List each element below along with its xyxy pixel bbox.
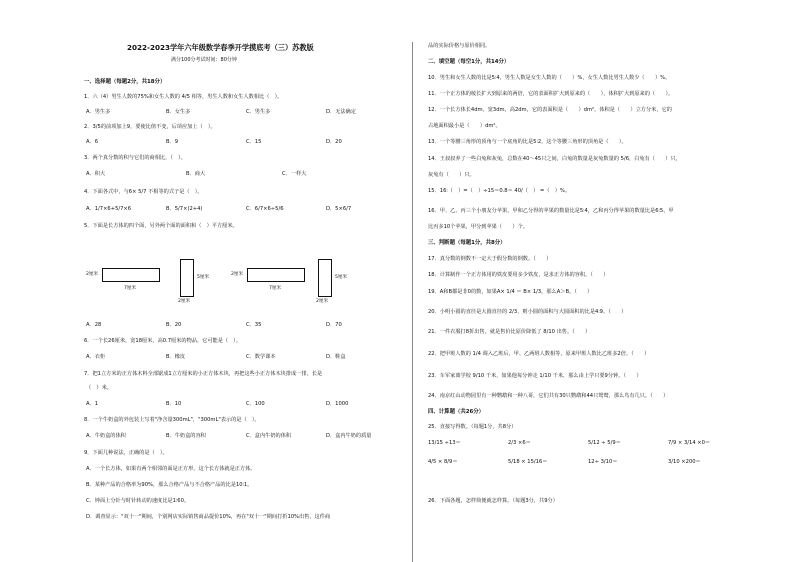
q5-option-d: D．70 bbox=[326, 322, 342, 328]
question-14-line2: 灰兔有（ ）只。 bbox=[428, 172, 475, 178]
q6-option-b: B．橡皮 bbox=[166, 354, 186, 360]
question-1: 1．六（4）男生人数的75%和女生人数的 4/5 相等，男生人数和女生人数相比（ ）。 bbox=[84, 94, 283, 100]
q8-option-a: A．牛奶盒的体积 bbox=[86, 433, 126, 439]
question-17: 17．真分数的倒数不一定大于假分数的倒数。（ ） bbox=[428, 256, 552, 262]
question-14-line1: 14．王叔叔养了一些白兔和灰兔，总数在40～45只之间，白兔的数量是灰兔数量的 5/6，白兔有（ ）只， bbox=[428, 156, 681, 162]
question-4: 4．下面各式中，与6× 5/7 不相等的式子是（ ）。 bbox=[84, 189, 203, 195]
question-13: 13．一个等腰三角形的顶角与一个底角的比是5∶2，这个等腰三角形的顶角是（ ）。 bbox=[428, 139, 627, 145]
question-16-line2: 比丙多10个苹果，甲分到苹果（ ）个。 bbox=[428, 224, 528, 230]
section-fill-title: 二、填空题（每空1分，共14分） bbox=[428, 59, 510, 65]
q2-option-a: A．6 bbox=[86, 139, 99, 145]
fig4-rectangle bbox=[318, 259, 332, 297]
question-12-line2: 占地面积最小是（ ）dm²。 bbox=[428, 123, 501, 129]
calc-item: 4/5 × 8/9＝ bbox=[428, 459, 458, 465]
question-10: 10．男生和女生人数的比是5∶4，男生人数是女生人数的（ ）%，女生人数比男生人数少（ ）%。 bbox=[428, 75, 671, 81]
q7-option-b: B．10 bbox=[166, 401, 182, 407]
q9d-continued: 品的实际价格与原价相同。 bbox=[428, 43, 491, 49]
q9-option-d: D．调查显示："双十一"期间，个别网店实际销售商品提价10%，再在"双十一"期间打折10%出售，这件商 bbox=[86, 514, 331, 520]
fig2-height-label: 5厘米 bbox=[197, 275, 210, 280]
fig4-height-label: 5厘米 bbox=[335, 275, 348, 280]
fig4-width-label: 2厘米 bbox=[316, 299, 329, 304]
q9-option-c: C．钟面上分针与时针转动的速度比是1∶60。 bbox=[86, 498, 190, 504]
calc-item: 12÷ 3/10＝ bbox=[588, 459, 618, 465]
q7-option-c: C．100 bbox=[246, 401, 265, 407]
q5-option-b: B．20 bbox=[166, 322, 182, 328]
q5-option-c: C．35 bbox=[246, 322, 262, 328]
section-choice-title: 一、选择题（每题2分，共18分） bbox=[84, 79, 166, 85]
q2-option-c: C．15 bbox=[246, 139, 262, 145]
question-25: 25．直接写得数。（每题1分，共8分） bbox=[428, 424, 517, 430]
question-5: 5．下面是长方体的四个面，另外两个面的面积和（ ）平方厘米。 bbox=[84, 223, 238, 229]
question-19: 19．A和B都是非0的数，如果A× 1/4 ＝ B× 1/3，那么A＞B。（ ） bbox=[428, 289, 593, 295]
calc-item: 3/10 ×200＝ bbox=[668, 459, 701, 465]
q5-option-a: A．28 bbox=[86, 322, 102, 328]
question-7-line1: 7．把1立方米的正方体木料全部锯成1立方厘米的小正方体木块，再把这些小正方体木块排成一排，长是 bbox=[84, 371, 323, 377]
question-12-line1: 12．一个长方体长4dm，宽3dm，高2dm，它的表面积是（ ）dm²，体积是（ ）立方分米，它的 bbox=[428, 107, 672, 113]
section-calc-title: 四、计算题（共26分） bbox=[428, 409, 485, 415]
question-24: 24．南京红山动物园里有一种鹦鹉和一种八哥，它们共有30只鹦鹉和44只鸳鸯，那么鸟有几只。（ ） bbox=[428, 393, 669, 399]
calc-item: 7/9 × 3/14 ×0＝ bbox=[668, 440, 711, 446]
question-15: 15．16∶（ ）=（ ）÷15＝0.8＝ 40/（ ） =（ ）%。 bbox=[428, 188, 571, 194]
q6-option-c: C．数学课本 bbox=[246, 354, 276, 360]
page-subtitle: 满分100分考试时间：80分钟 bbox=[171, 57, 237, 63]
q7-option-a: A．1 bbox=[86, 401, 99, 407]
q7-option-d: D．1000 bbox=[326, 401, 349, 407]
q3-option-b: B．商大 bbox=[186, 171, 206, 177]
q2-option-d: D．20 bbox=[326, 139, 342, 145]
fig2-rectangle bbox=[180, 259, 194, 297]
q6-option-d: D．鞋盒 bbox=[326, 354, 346, 360]
q8-option-b: B．牛奶盒的容积 bbox=[166, 433, 206, 439]
calc-item: 5/12 ÷ 5/9＝ bbox=[588, 440, 621, 446]
calc-item: 13/15 ÷13＝ bbox=[428, 440, 461, 446]
question-18: 18．计算制作一个正方体用的铁皮要用多少铁皮，是求正方体的容积。（ ） bbox=[428, 272, 609, 278]
fig1-rectangle bbox=[102, 268, 160, 282]
q1-option-b: B．女生多 bbox=[166, 109, 191, 115]
calc-item: 2/3 ×6＝ bbox=[508, 440, 531, 446]
question-23: 23．车军家离学校 9/10 千米，如果他每分钟走 1/10 千米，那么由上学只要9分钟。（ ） bbox=[428, 373, 642, 379]
q1-option-c: C．男生多 bbox=[246, 109, 271, 115]
question-20: 20．小明小圆的直径是大圆直径的 2/3，则小圆的面积与大圆面积的比是4∶9。（ ） bbox=[428, 309, 627, 315]
question-6: 6．一个长26厘米，宽18厘米，高0.7厘米的物品，它可能是（ ）。 bbox=[84, 338, 242, 344]
column-divider bbox=[412, 42, 413, 562]
q4-option-c: C．6/7×6÷5/6 bbox=[246, 206, 284, 212]
question-11: 11．一个正方体的棱长扩大到原来的两倍，它的表面积扩大到原来的（ ），体积扩大到原来的（ ）。 bbox=[428, 91, 674, 97]
question-8: 8．一个牛奶盒的外包装上写着"净含量300mL"，"300mL"表示的是（ ）。 bbox=[84, 417, 260, 423]
q6-option-a: A．衣柜 bbox=[86, 354, 106, 360]
fig1-width-label: 7厘米 bbox=[124, 286, 137, 291]
q9-option-b: B．某种产品的合格率为90%，那么合格产品与不合格产品的比是10∶1。 bbox=[86, 482, 253, 488]
question-3: 3．两个真分数的积与它们的商相比，（ ）。 bbox=[84, 155, 186, 161]
q1-option-a: A．男生多 bbox=[86, 109, 111, 115]
q8-option-d: D．盒内牛奶的质量 bbox=[326, 433, 372, 439]
question-9: 9．下面几种说法，正确的是（ ）。 bbox=[84, 450, 168, 456]
fig2-width-label: 2厘米 bbox=[178, 299, 191, 304]
calc-item: 5/18 × 15/16＝ bbox=[508, 459, 548, 465]
question-22: 22．把甲班人数的 1/4 调入乙班后，甲、乙两班人数相等，原来甲班人数比乙班多2倍。（ ） bbox=[428, 351, 650, 357]
page-title: 2022-2023学年六年级数学春季开学摸底考（三）苏教版 bbox=[127, 43, 314, 52]
question-16-line1: 16．甲、乙、丙三个小朋友分苹果，甲和乙分得的苹果的数量比是5∶4，乙和丙分得苹果的数量比是6∶5，甲 bbox=[428, 208, 674, 214]
q3-option-a: A．积大 bbox=[86, 171, 106, 177]
fig1-height-label: 2厘米 bbox=[86, 272, 99, 277]
q4-option-d: D．5×6/7 bbox=[326, 206, 352, 212]
q9-option-a: A．一个长方体，如果有两个相邻的面是正方形，这个长方体就是正方体。 bbox=[86, 466, 256, 472]
q1-option-d: D．无法确定 bbox=[326, 109, 356, 115]
q3-option-c: C．一样大 bbox=[282, 171, 307, 177]
fig3-rectangle bbox=[247, 268, 305, 282]
question-2: 2．3/5的前项加上9，要使比值不变，后项应加上（ ）。 bbox=[84, 124, 216, 130]
q8-option-c: C．盒内牛奶的体积 bbox=[246, 433, 292, 439]
q4-option-b: B．5/7×(2+4) bbox=[166, 206, 203, 212]
question-7-line2: （ ）米。 bbox=[86, 385, 112, 391]
question-21: 21．一件衣服打8折出售，就是售价比原价降低了 8/10 出售。（ ） bbox=[428, 329, 591, 335]
q2-option-b: B．9 bbox=[166, 139, 179, 145]
question-26: 26．下面各题，怎样简便就怎样算。（每题3分，共9分） bbox=[428, 498, 558, 504]
section-judge-title: 三、判断题（每题1分，共8分） bbox=[428, 240, 506, 246]
fig3-width-label: 7厘米 bbox=[269, 286, 282, 291]
q4-option-a: A．1/7×6+5/7×6 bbox=[86, 206, 132, 212]
fig3-height-label: 2厘米 bbox=[231, 272, 244, 277]
